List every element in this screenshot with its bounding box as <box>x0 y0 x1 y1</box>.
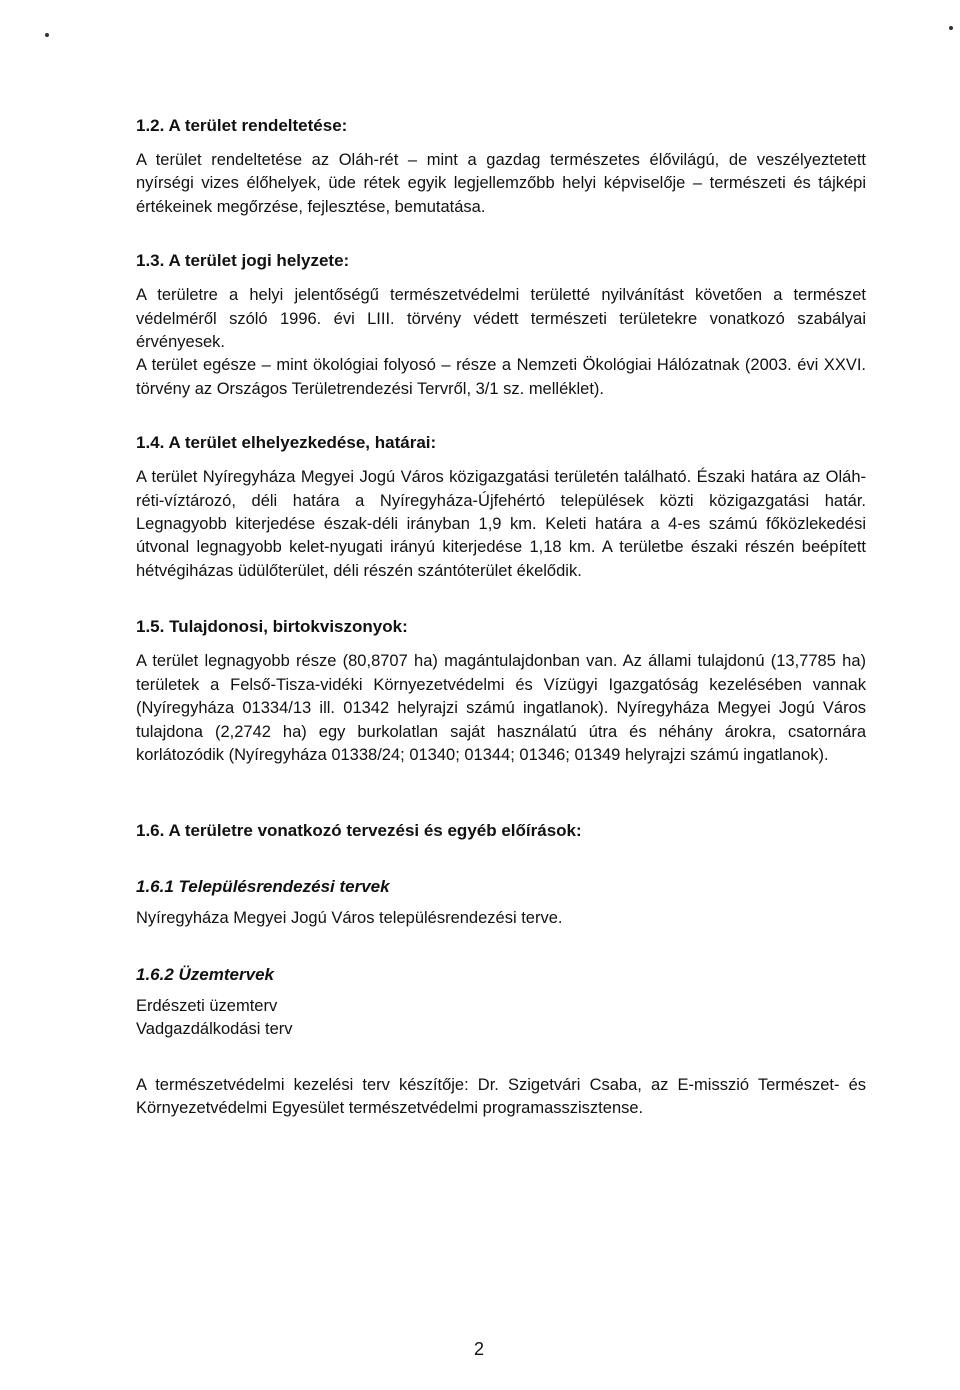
scan-speck <box>45 33 49 37</box>
section-1-6 <box>136 819 866 1120</box>
section-1-3 <box>136 249 866 401</box>
section-1-2 <box>136 114 866 219</box>
section-1-5 <box>136 615 866 767</box>
subsection-1-6-2 <box>136 963 866 1042</box>
section-1-4 <box>136 431 866 583</box>
paragraph: A terület rendeltetése az Oláh-rét – mint a gazdag természetes élővilágú, de veszélyeztetett nyírségi vizes élőhelyek, üde rétek egyik legjellemzőbb helyi képviselője – természeti és tájképi értékeinek megőrzése, fejlesztése, bemutatása. <box>136 151 866 216</box>
paragraph: A terület legnagyobb része (80,8707 ha) magántulajdonban van. Az állami tulajdonú (13,7785 ha) területek a Felső-Tisza-vidéki Környezetvédelmi és Vízügyi Igazgatóság kezelésében vannak (Nyíregyháza 01334/13 ill. 01342 helyrajzi számú ingatlanok). Nyíregyháza Megyei Jogú Város tulajdona (2,2742 ha) egy burkolatlan saját használatú útra és néhány árokra, csatornára korlátozódik (Nyíregyháza 01338/24; 01340; 01344; 01346; 01349 helyrajzi számú ingatlanok). <box>136 652 866 764</box>
subsection-heading: 1.6.1 Településrendezési tervek <box>136 877 390 897</box>
closing-paragraph: A természetvédelmi kezelési terv készítője: Dr. Szigetvári Csaba, az E-misszió Természet- és Környezetvédelmi Egyesület természetvédelmi programasszisztense. <box>136 1075 866 1117</box>
section-heading: 1.6. A területre vonatkozó tervezési és egyéb előírások: <box>136 821 582 841</box>
section-heading: 1.4. A terület elhelyezkedése, határai: <box>136 433 437 453</box>
section-heading: 1.2. A terület rendeltetése: <box>136 116 348 135</box>
section-heading: 1.5. Tulajdonosi, birtokviszonyok: <box>136 617 408 637</box>
paragraph: A terület egésze – mint ökológiai folyosó – része a Nemzeti Ökológiai Hálózatnak (2003. évi XXVI. törvény az Országos Területrendezési Tervről, 3/1 sz. melléklet). <box>136 356 866 398</box>
text-line: Nyíregyháza Megyei Jogú Város településrendezési terve. <box>136 909 563 928</box>
subsection-heading: 1.6.2 Üzemtervek <box>136 964 274 984</box>
text-line: Erdészeti üzemterv <box>136 996 278 1015</box>
paragraph: A terület Nyíregyháza Megyei Jogú Város közigazgatási területén található. Északi határa az Oláh-réti-víztározó, déli határa a Nyíregyháza-Újfehértó települések közti közigazgatási határ. Legnagyobb kiterjedése észak-déli irányban 1,9 km. Keleti határa a 4-es számú főközlekedési útvonal legnagyobb kelet-nyugati irányú kiterjedése 1,18 km. A területbe északi részén beépített hétvégiházas üdülőterület, déli részén szántóterület ékelődik. <box>136 468 866 580</box>
page-number: 2 <box>474 1339 485 1359</box>
document-body <box>136 114 866 1120</box>
text-line: Vadgazdálkodási terv <box>136 1020 293 1039</box>
section-heading: 1.3. A terület jogi helyzete: <box>136 251 350 271</box>
paragraph: A területre a helyi jelentőségű természetvédelmi területté nyilvánítást követően a természet védelméről szóló 1996. évi LIII. törvény védett természeti területekre vonatkozó szabályai érvényesek. <box>136 286 866 352</box>
subsection-1-6-1 <box>136 875 866 930</box>
scan-speck <box>949 26 953 30</box>
